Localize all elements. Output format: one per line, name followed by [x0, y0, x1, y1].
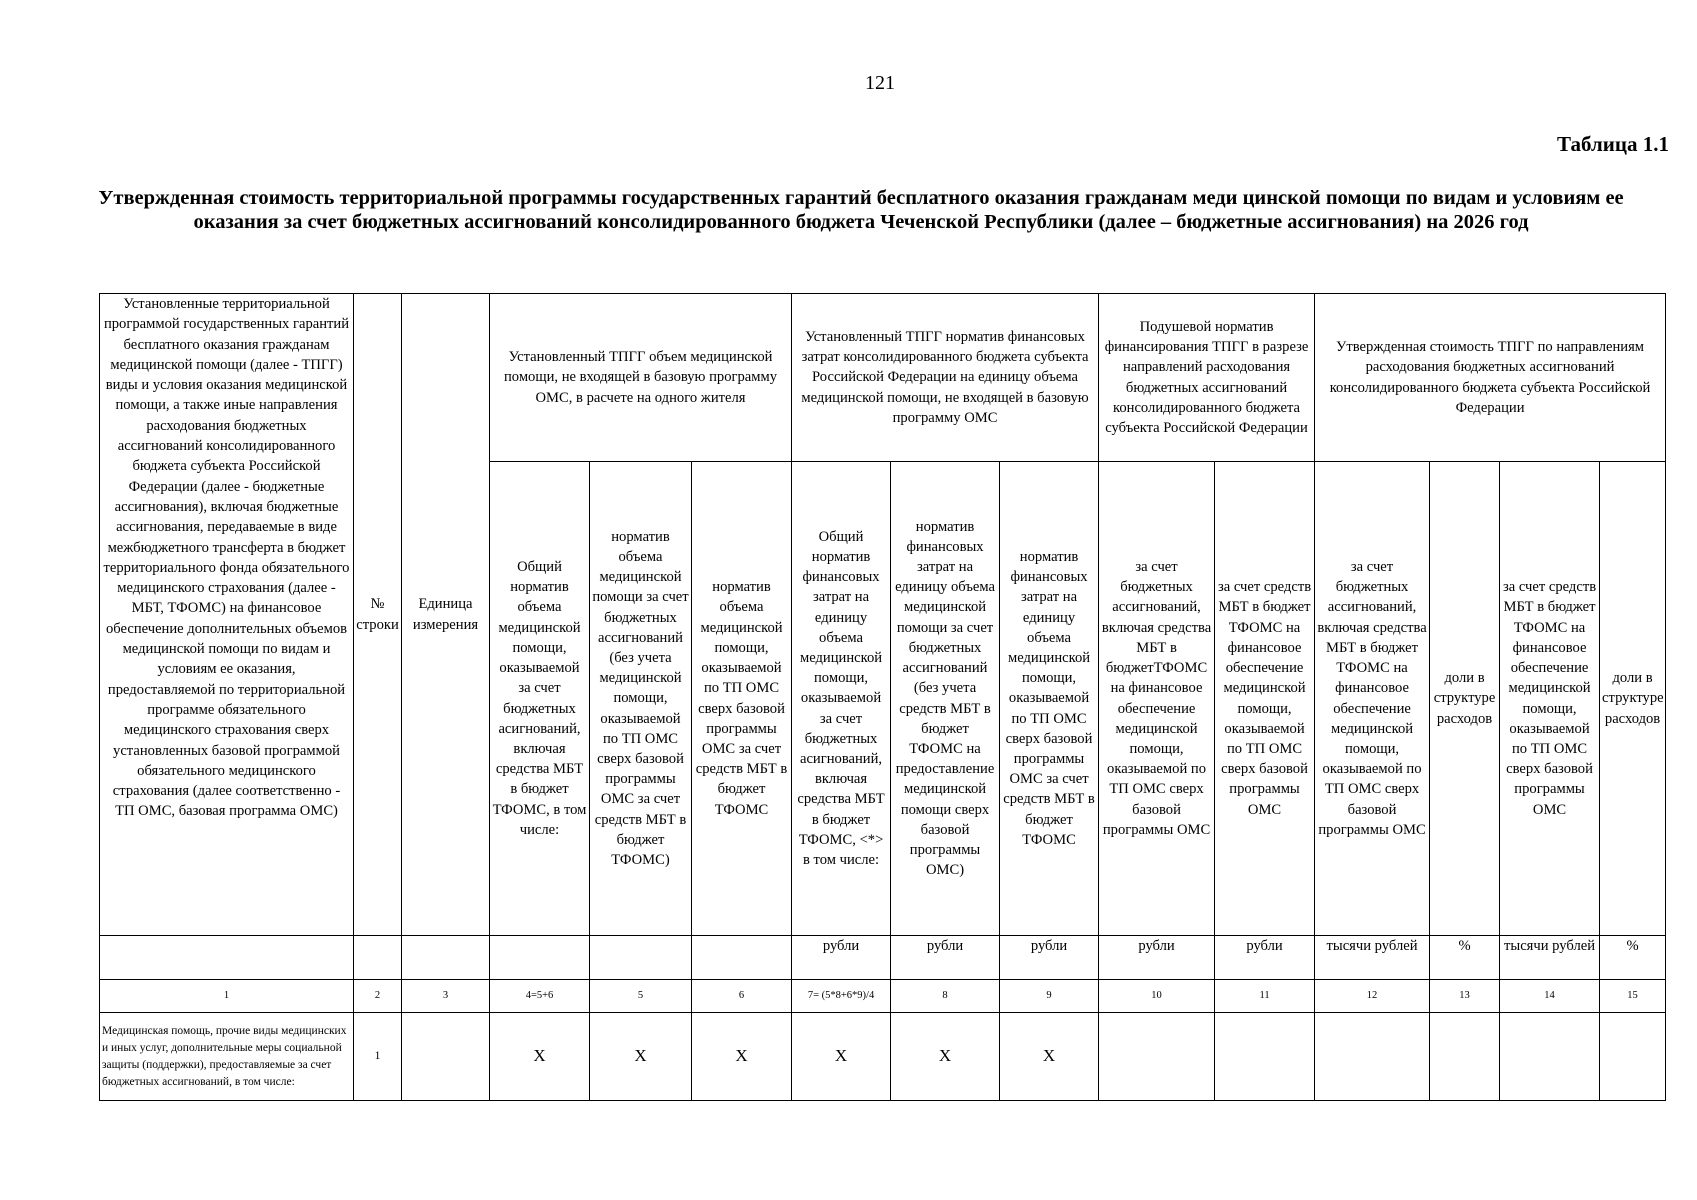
column-number: 12: [1315, 980, 1430, 1013]
row-cell-5: X: [590, 1013, 692, 1101]
column-numbers-row: [100, 980, 1666, 1013]
column-number: 10: [1099, 980, 1215, 1013]
header-col-12: за счет бюджетных ассигнований, включая средства МБТ в бюджет ТФОМС на финансовое обеспечение медицинской помощи, оказываемой по ТП ОМС сверх базовой программы ОМС: [1315, 462, 1430, 936]
column-number: 5: [590, 980, 692, 1013]
row-cell-7: X: [792, 1013, 891, 1101]
unit-cell: рубли: [1000, 936, 1099, 980]
header-col-10: за счет бюджетных ассигнований, включая средства МБТ в бюджетТФОМС на финансовое обеспечение медицинской помощи, оказываемой по ТП ОМС сверх базовой программы ОМС: [1099, 462, 1215, 936]
header-group-per-capita: Подушевой норматив финансирования ТПГГ в разрезе направлений расходования бюджетных ассигнований консолидированного бюджета субъекта Российской Федерации: [1099, 294, 1315, 462]
table-row: [100, 1013, 1666, 1101]
row-cell-12: [1315, 1013, 1430, 1101]
column-number: 4=5+6: [490, 980, 590, 1013]
unit-cell: %: [1430, 936, 1500, 980]
row-name: Медицинская помощь, прочие виды медицинских и иных услуг, дополнительные меры социальной защиты (поддержки), предоставляемые за счет бюджетных ассигнований, в том числе:: [100, 1013, 354, 1101]
row-cell-4: X: [490, 1013, 590, 1101]
header-group-approved: Утвержденная стоимость ТПГГ по направлениям расходования бюджетных ассигнований консолидированного бюджета субъекта Российской Федерации: [1315, 294, 1666, 462]
header-col-5: норматив объема медицинской помощи за счет бюджетных ассигнований (без учета медицинской помощи, оказываемой по ТП ОМС сверх базовой программы ОМС за счет средств МБТ в бюджет ТФОМС): [590, 462, 692, 936]
header-col-3: Единица измерения: [402, 294, 490, 936]
header-col-13: доли в структуре расходов: [1430, 462, 1500, 936]
document-title: Утвержденная стоимость территориальной программы государственных гарантий бесплатного оказания гражданам меди цинской помощи по видам и условиям ее оказания за счет бюджетных ассигнований консолидированного бюджета Чеченской Республики (далее – бюджетные ассигнования) на 2026 год: [98, 187, 1624, 233]
row-cell-14: [1500, 1013, 1600, 1101]
column-number: 3: [402, 980, 490, 1013]
header-col-7: Общий норматив финансовых затрат на единицу объема медицинской помощи, оказываемой за счет бюджетных асигнований, включая средства МБТ в бюджет ТФОМС, <*> в том числе:: [792, 462, 891, 936]
column-number: 1: [100, 980, 354, 1013]
column-number: 8: [891, 980, 1000, 1013]
unit-cell: [490, 936, 590, 980]
unit-cell: [100, 936, 354, 980]
column-number: 2: [354, 980, 402, 1013]
header-col-15: доли в структуре расходов: [1600, 462, 1666, 936]
unit-cell: тысячи рублей: [1500, 936, 1600, 980]
unit-cell: [692, 936, 792, 980]
row-cell-15: [1600, 1013, 1666, 1101]
unit-cell: [590, 936, 692, 980]
header-col-8: норматив финансовых затрат на единицу объема медицинской помощи за счет бюджетных ассигнований (без учета средств МБТ в бюджет ТФОМС на предоставление медицинской помощи сверх базовой программы ОМС): [891, 462, 1000, 936]
unit-cell: рубли: [1099, 936, 1215, 980]
cost-table: [99, 293, 1666, 1101]
unit-cell: [402, 936, 490, 980]
header-group-volume: Установленный ТПГГ объем медицинской помощи, не входящей в базовую программу ОМС, в расчете на одного жителя: [490, 294, 792, 462]
header-col-9: норматив финансовых затрат на единицу объема медицинской помощи, оказываемой по ТП ОМС сверх базовой программы ОМС за счет средств МБТ в бюджет ТФОМС: [1000, 462, 1099, 936]
unit-cell: тысячи рублей: [1315, 936, 1430, 980]
row-cell-8: X: [891, 1013, 1000, 1101]
header-col-4: Общий норматив объема медицинской помощи, оказываемой за счет бюджетных асигнований, включая средства МБТ в бюджет ТФОМС, в том числе:: [490, 462, 590, 936]
column-number: 9: [1000, 980, 1099, 1013]
header-group-cost-norm: Установленный ТПГГ норматив финансовых затрат консолидированного бюджета субъекта Российской Федерации на единицу объема медицинской помощи, не входящей в базовую программу ОМС: [792, 294, 1099, 462]
header-col-2: № строки: [354, 294, 402, 936]
unit-cell: рубли: [792, 936, 891, 980]
column-number: 6: [692, 980, 792, 1013]
row-number: 1: [354, 1013, 402, 1101]
header-col-11: за счет средств МБТ в бюджет ТФОМС на финансовое обеспечение медицинской помощи, оказываемой по ТП ОМС сверх базовой программы ОМС: [1215, 462, 1315, 936]
header-col-1: Установленные территориальной программой государственных гарантий бесплатного оказания гражданам медицинской помощи (далее - ТПГГ) виды и условия оказания медицинской помощи, а также иные направления расходования бюджетных ассигнований консолидированного бюджета субъекта Российской Федерации (далее - бюджетные ассигнования), включая бюджетные ассигнования, передаваемые в виде межбюджетного трансферта в бюджет территориального фонда обязательного медицинского страхования (далее - МБТ, ТФОМС) на финансовое обеспечение дополнительных объемов медицинской помощи по видам и условиям ее оказания, предоставляемой по территориальной программе обязательного медицинского страхования сверх установленных базовой программой обязательного медицинского страхования (далее соответственно - ТП ОМС, базовая программа ОМС): [100, 294, 354, 936]
row-cell-13: [1430, 1013, 1500, 1101]
unit-cell: [354, 936, 402, 980]
header-col-6: норматив объема медицинской помощи, оказываемой по ТП ОМС сверх базовой программы ОМС за счет средств МБТ в бюджет ТФОМС: [692, 462, 792, 936]
units-row: [100, 936, 1666, 980]
unit-cell: рубли: [1215, 936, 1315, 980]
row-cell-10: [1099, 1013, 1215, 1101]
row-cell-6: X: [692, 1013, 792, 1101]
column-number: 13: [1430, 980, 1500, 1013]
header-col-14: за счет средств МБТ в бюджет ТФОМС на финансовое обеспечение медицинской помощи, оказываемой по ТП ОМС сверх базовой программы ОМС: [1500, 462, 1600, 936]
column-number: 15: [1600, 980, 1666, 1013]
header-row-groups: [100, 294, 1666, 462]
unit-cell: рубли: [891, 936, 1000, 980]
column-number: 14: [1500, 980, 1600, 1013]
row-cell-9: X: [1000, 1013, 1099, 1101]
table-label: Таблица 1.1: [1557, 132, 1669, 156]
page-number: 121: [865, 72, 895, 94]
column-number: 7= (5*8+6*9)/4: [792, 980, 891, 1013]
column-number: 11: [1215, 980, 1315, 1013]
unit-cell: %: [1600, 936, 1666, 980]
row-unit: [402, 1013, 490, 1101]
row-cell-11: [1215, 1013, 1315, 1101]
